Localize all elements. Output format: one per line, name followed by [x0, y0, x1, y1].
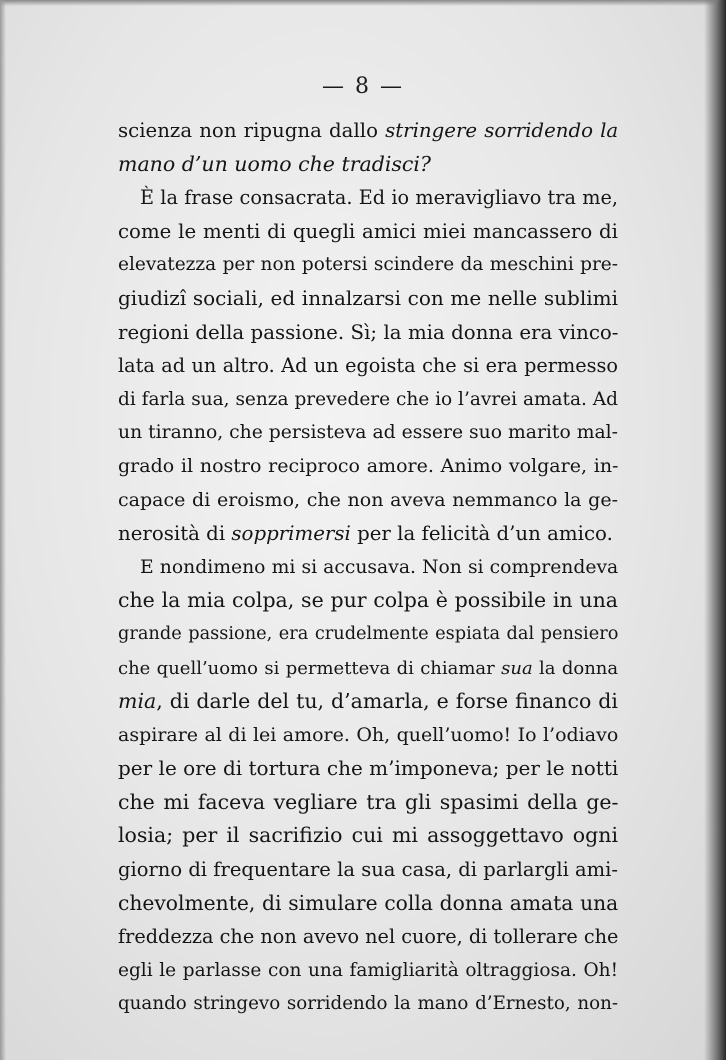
- text-segment: regioni della passione. Sì; la mia donna era vinco-: [118, 320, 619, 344]
- text-line: [118, 652, 618, 686]
- page-number: — 8 —: [322, 74, 404, 99]
- text-line: [118, 819, 618, 853]
- text-segment: chevolmente, di simulare colla donna amata una: [118, 890, 619, 915]
- text-line: [118, 786, 618, 820]
- text-line: [118, 987, 618, 1021]
- text-segment: grande passione, era crudelmente espiata dal pensiero: [118, 623, 619, 644]
- text-line: [118, 752, 618, 786]
- text-segment: capace di eroismo, che non aveva nemmanco la ge-: [118, 488, 618, 511]
- text-line: [118, 148, 618, 182]
- text-segment: per le ore di tortura che m’imponeva; per le notti: [118, 756, 619, 781]
- page-top-shadow: [0, 0, 726, 6]
- text-segment: E nondimeno mi si accusava. Non si comprendeva: [140, 556, 619, 578]
- text-line: [118, 517, 618, 551]
- text-segment: che quell’uomo si permetteva di chiamar: [118, 657, 502, 679]
- text-segment: che la mia colpa, se pur colpa è possibile in una: [118, 588, 618, 613]
- text-segment: per la felicità d’un amico.: [350, 522, 613, 546]
- body-text: [118, 114, 618, 1021]
- page-spine-shadow: [704, 0, 726, 1060]
- text-segment: scienza non ripugna dallo: [118, 119, 386, 142]
- text-line: [118, 114, 618, 148]
- text-segment: quando stringevo sorridendo la mano d’Ernesto, non-: [118, 993, 618, 1015]
- text-line: [118, 215, 618, 249]
- text-segment: giudizî sociali, ed innalzarsi con me nelle sublimi: [118, 285, 618, 310]
- text-line: [118, 853, 618, 887]
- italic-text: mia: [118, 689, 157, 714]
- text-segment: , di darle del tu, d’amarla, e forse financo di: [156, 689, 618, 714]
- italic-text: sua: [501, 657, 533, 679]
- text-line: [118, 551, 618, 585]
- page-left-shadow: [0, 0, 6, 1060]
- text-segment: grado il nostro reciproco amore. Animo volgare, in-: [118, 454, 619, 477]
- text-segment: di farla sua, senza prevedere che io l’avrei amata. Ad: [118, 388, 618, 410]
- text-line: [118, 383, 618, 417]
- text-line: [118, 484, 618, 518]
- text-segment: un tiranno, che persisteva ad essere suo marito mal-: [118, 422, 618, 444]
- text-segment: nerosità di: [118, 522, 232, 546]
- text-segment: come le menti di quegli amici miei mancassero di: [118, 219, 618, 243]
- text-line: [118, 685, 618, 719]
- text-line: [118, 887, 618, 921]
- text-line: [118, 954, 618, 988]
- text-line: [118, 316, 618, 350]
- text-line: [118, 282, 618, 316]
- text-line: [118, 248, 618, 282]
- text-segment: la donna: [532, 657, 619, 679]
- text-line: [118, 181, 618, 215]
- text-segment: freddezza che non avevo nel cuore, di tollerare che: [118, 925, 619, 949]
- italic-text: mano d’un uomo che tradisci?: [118, 151, 431, 176]
- text-segment: che mi faceva vegliare tra gli spasimi della ge-: [118, 789, 619, 814]
- text-segment: elevatezza per non potersi scindere da meschini pre-: [118, 254, 618, 276]
- text-segment: È la frase consacrata. Ed io meravigliavo tra me,: [140, 186, 618, 210]
- italic-text: stringere sorridendo la: [385, 119, 619, 142]
- text-segment: lata ad un altro. Ad un egoista che si era permesso: [118, 354, 618, 378]
- text-line: [118, 618, 618, 652]
- text-line: [118, 584, 618, 618]
- text-segment: losia; per il sacrifizio cui mi assoggettavo ogni: [118, 823, 618, 848]
- text-line: [118, 920, 618, 954]
- text-line: [118, 416, 618, 450]
- text-line: [118, 349, 618, 383]
- text-segment: egli le parlasse con una famigliarità oltraggiosa. Oh!: [118, 959, 618, 981]
- text-line: [118, 450, 618, 484]
- text-line: [118, 719, 618, 753]
- text-segment: aspirare al di lei amore. Oh, quell’uomo! Io l’odiavo: [118, 723, 619, 746]
- italic-text: sopprimersi: [231, 522, 351, 546]
- text-segment: giorno di frequentare la sua casa, di parlargli ami-: [118, 858, 618, 882]
